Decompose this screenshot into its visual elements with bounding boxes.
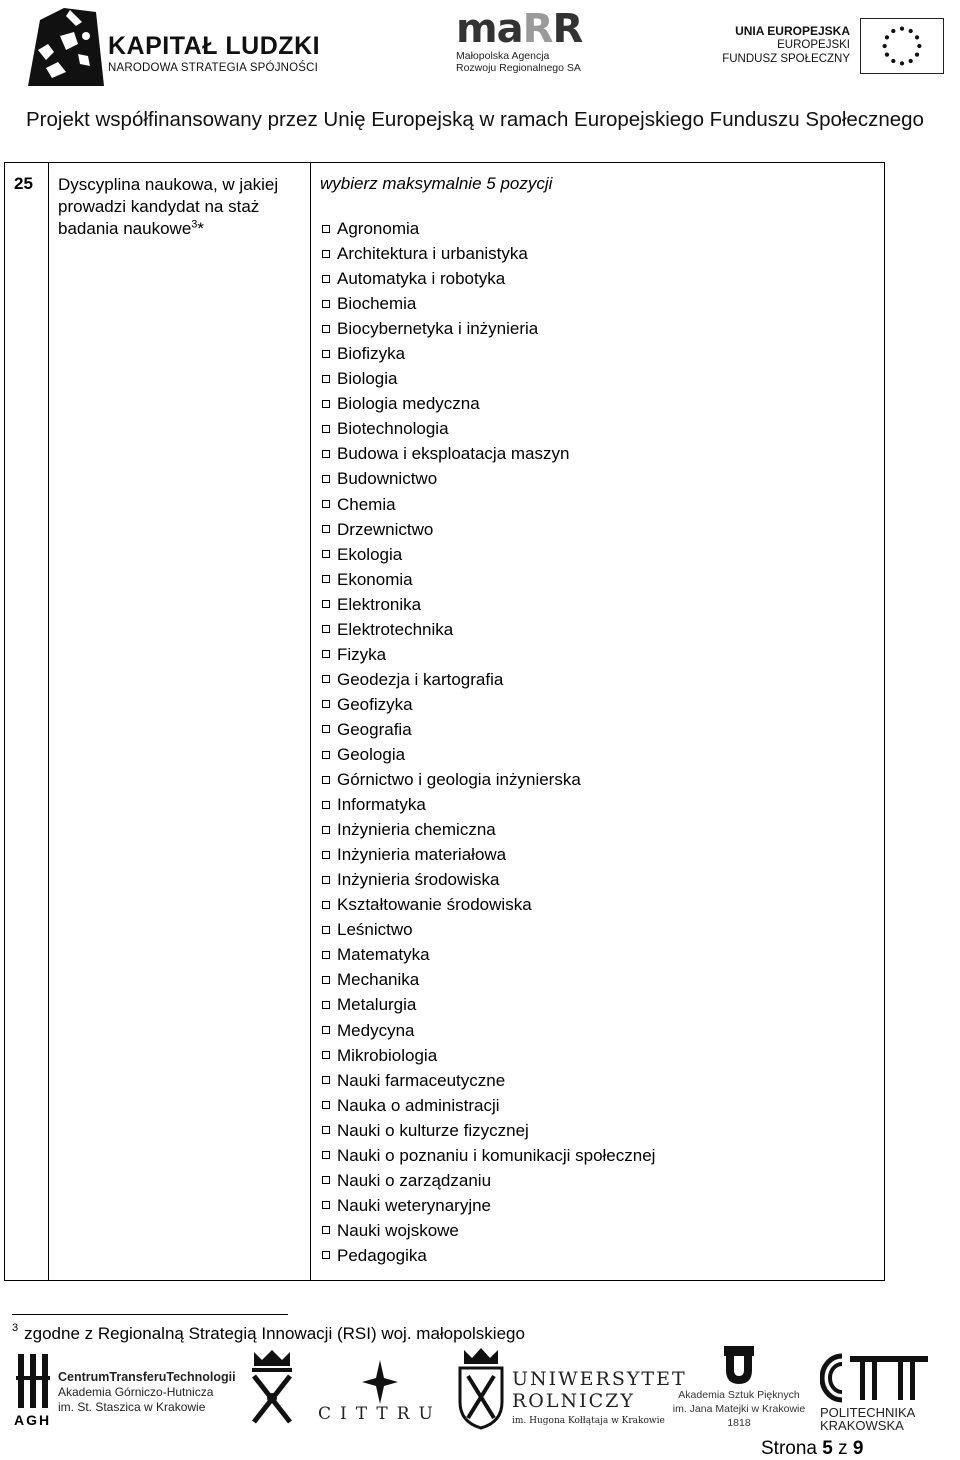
checkbox[interactable]: [322, 250, 330, 258]
discipline-option-label: Nauki wojskowe: [337, 1220, 459, 1240]
kapital-ludzki-emblem-icon: [26, 6, 106, 90]
discipline-option-label: Geodezja i kartografia: [337, 669, 504, 689]
footnote-rule: [12, 1314, 288, 1315]
footnote-ref: 3: [191, 218, 198, 231]
discipline-option-label: Biocybernetyka i inżynieria: [337, 319, 539, 339]
agh-text: [58, 1370, 236, 1415]
row-number: 25: [14, 174, 33, 193]
checkbox[interactable]: [322, 325, 330, 333]
eu-star-icon: [915, 53, 919, 57]
discipline-option[interactable]: [320, 667, 655, 692]
table-divider-1: [48, 162, 49, 1281]
asp-text: [670, 1388, 808, 1430]
discipline-option-label: Nauki o poznaniu i komunikacji społecznej: [337, 1145, 656, 1165]
checkbox[interactable]: [322, 225, 330, 233]
checkbox[interactable]: [322, 450, 330, 458]
checkbox[interactable]: [322, 575, 330, 583]
checkbox[interactable]: [322, 550, 330, 558]
checkbox[interactable]: [322, 1001, 330, 1009]
eu-star-icon: [909, 59, 913, 63]
eu-line2: EUROPEJSKI: [777, 39, 850, 51]
checkbox[interactable]: [322, 500, 330, 508]
discipline-option[interactable]: [320, 1018, 655, 1043]
checkbox[interactable]: [322, 725, 330, 733]
eu-star-icon: [909, 29, 913, 33]
agh-line3: im. St. Staszica w Krakowie: [58, 1400, 206, 1414]
crowned-crest-icon: [248, 1348, 296, 1426]
asp-year: 1818: [727, 1417, 751, 1429]
checkbox[interactable]: [322, 1201, 330, 1209]
checkbox[interactable]: [322, 625, 330, 633]
eu-line3: FUNDUSZ SPOŁECZNY: [722, 53, 850, 65]
discipline-option-label: Inżynieria chemiczna: [337, 820, 496, 840]
checkbox[interactable]: [322, 1226, 330, 1234]
discipline-option[interactable]: [320, 917, 655, 942]
discipline-option-label: Ekologia: [337, 544, 403, 564]
checkbox[interactable]: [322, 1026, 330, 1034]
kapital-ludzki-logo: [26, 6, 321, 90]
discipline-option-label: Drzewnictwo: [337, 519, 434, 539]
asp-line2: im. Jana Matejki w Krakowie: [672, 1403, 806, 1415]
checkbox[interactable]: [322, 976, 330, 984]
cittru-star-icon: [362, 1360, 398, 1404]
eu-logo: [722, 18, 946, 78]
eu-star-icon: [891, 59, 895, 63]
checkbox[interactable]: [322, 801, 330, 809]
question-label: [58, 174, 304, 240]
marr-wordmark-mid: R: [522, 6, 553, 52]
page-number: [761, 1438, 863, 1460]
university-crest-icon: [456, 1346, 506, 1430]
discipline-option-label: Biofizyka: [337, 344, 406, 364]
checkbox[interactable]: [322, 400, 330, 408]
checkbox[interactable]: [322, 375, 330, 383]
discipline-option-label: Biologia: [337, 369, 398, 389]
footnote-text: zgodne z Regionalną Strategią Innowacji (RSI) woj. małopolskiego: [24, 1324, 525, 1343]
discipline-option[interactable]: [320, 792, 655, 817]
discipline-option-label: Chemia: [337, 494, 396, 514]
discipline-option[interactable]: [320, 1068, 655, 1093]
eu-star-icon: [885, 35, 889, 39]
discipline-option[interactable]: [320, 1093, 655, 1118]
checkbox[interactable]: [322, 1126, 330, 1134]
agh-line2: Akademia Górniczo-Hutnicza: [58, 1385, 214, 1399]
selection-instruction: wybierz maksymalnie 5 pozycji: [320, 174, 553, 193]
discipline-option-label: Budowa i eksploatacja maszyn: [337, 444, 570, 464]
marr-logo: [456, 6, 596, 80]
asp-logo: [670, 1346, 808, 1434]
table-border-top: [4, 162, 885, 163]
kapital-ludzki-subtitle: NARODOWA STRATEGIA SPÓJNOŚCI: [108, 62, 319, 74]
page-current: 5: [822, 1438, 833, 1459]
eu-star-icon: [915, 35, 919, 39]
eu-star-icon: [900, 27, 904, 31]
agh-line1: CentrumTransferuTechnologii: [58, 1370, 236, 1384]
discipline-option[interactable]: [320, 291, 655, 316]
discipline-option[interactable]: [320, 642, 655, 667]
checkbox[interactable]: [322, 1076, 330, 1084]
discipline-option[interactable]: [320, 391, 655, 416]
discipline-option[interactable]: [320, 341, 655, 366]
checkbox[interactable]: [322, 650, 330, 658]
table-border-right: [884, 162, 885, 1281]
discipline-option[interactable]: [320, 1118, 655, 1143]
table-divider-2: [310, 162, 311, 1281]
footnote-marker: 3: [12, 1322, 19, 1334]
discipline-options: [320, 216, 655, 1268]
eu-flag-icon: [860, 18, 944, 74]
discipline-option-label: Leśnictwo: [337, 920, 413, 940]
discipline-option[interactable]: [320, 441, 655, 466]
discipline-option-label: Geologia: [337, 745, 406, 764]
discipline-option[interactable]: [320, 992, 655, 1017]
discipline-option[interactable]: [320, 867, 655, 892]
asp-line1: Akademia Sztuk Pięknych: [678, 1389, 800, 1401]
discipline-option[interactable]: [320, 416, 655, 441]
checkbox[interactable]: [322, 525, 330, 533]
discipline-option-label: Geofizyka: [337, 694, 413, 714]
discipline-option-label: Nauki weterynaryjne: [337, 1195, 492, 1215]
required-marker: *: [197, 219, 205, 238]
discipline-option-label: Biologia medyczna: [337, 394, 480, 414]
discipline-option-label: Górnictwo i geologia inżynierska: [337, 770, 581, 790]
cittru-logo: [318, 1360, 440, 1426]
discipline-option[interactable]: [320, 842, 655, 867]
discipline-option[interactable]: [320, 1193, 655, 1218]
agh-ctt-logo: [14, 1352, 234, 1432]
checkbox[interactable]: [322, 1101, 330, 1109]
checkbox[interactable]: [322, 1176, 330, 1184]
discipline-option-label: Automatyka i robotyka: [337, 269, 506, 289]
discipline-option[interactable]: [320, 266, 655, 291]
page-total: 9: [852, 1438, 864, 1459]
eu-star-icon: [900, 61, 904, 65]
table-border-left: [4, 162, 5, 1281]
eu-text: [722, 24, 850, 66]
ur-logo-text: [512, 1368, 687, 1426]
discipline-option-label: Geografia: [337, 719, 412, 739]
cofinancing-statement: Projekt współfinansowany przez Unię Europejską w ramach Europejskiego Funduszu Społecznego: [26, 108, 924, 131]
checkbox[interactable]: [322, 1051, 330, 1059]
pk-text: [820, 1406, 915, 1432]
discipline-option[interactable]: [320, 466, 655, 491]
discipline-option[interactable]: [320, 1043, 655, 1068]
discipline-option[interactable]: [320, 316, 655, 341]
discipline-option[interactable]: [320, 892, 655, 917]
discipline-option[interactable]: [320, 742, 655, 767]
discipline-option-label: Mikrobiologia: [337, 1045, 438, 1065]
discipline-option-label: Metalurgia: [337, 995, 417, 1015]
discipline-option[interactable]: [320, 942, 655, 967]
checkbox[interactable]: [322, 901, 330, 909]
question-label-text: Dyscyplina naukowa, w jakiej prowadzi kandydat na staż badania naukowe: [58, 175, 279, 238]
discipline-option-label: Inżynieria środowiska: [337, 870, 500, 890]
discipline-option-label: Fizyka: [337, 644, 387, 664]
marr-wordmark-start: ma: [456, 6, 523, 52]
discipline-option[interactable]: [320, 617, 655, 642]
discipline-option-label: Budownictwo: [337, 469, 438, 489]
table-border-bottom: [4, 1280, 885, 1281]
discipline-option-label: Biochemia: [337, 294, 417, 314]
checkbox[interactable]: [322, 300, 330, 308]
discipline-option-label: Matematyka: [337, 945, 430, 965]
ur-line3: im. Hugona Kołłątaja w Krakowie: [512, 1416, 665, 1426]
discipline-option[interactable]: [320, 592, 655, 617]
checkbox[interactable]: [322, 926, 330, 934]
discipline-option[interactable]: [320, 241, 655, 266]
politechnika-krakowska-logo: [818, 1352, 938, 1433]
ur-line1: UNIWERSYTET: [512, 1368, 687, 1390]
discipline-option-label: Agronomia: [337, 219, 420, 239]
discipline-option-label: Nauki o kulturze fizycznej: [337, 1120, 529, 1140]
marr-wordmark-end: R: [552, 6, 583, 52]
discipline-option-label: Biotechnologia: [337, 419, 449, 439]
discipline-option-label: Nauki o zarządzaniu: [337, 1170, 492, 1190]
footnote: [12, 1322, 525, 1344]
discipline-option[interactable]: [320, 567, 655, 592]
discipline-option[interactable]: [320, 517, 655, 542]
checkbox[interactable]: [322, 1151, 330, 1159]
discipline-option-label: Inżynieria materiałowa: [337, 845, 507, 865]
discipline-option[interactable]: [320, 1168, 655, 1193]
checkbox[interactable]: [322, 876, 330, 884]
checkbox[interactable]: [322, 675, 330, 683]
checkbox[interactable]: [322, 776, 330, 784]
discipline-option[interactable]: [320, 967, 655, 992]
discipline-option-label: Informatyka: [337, 795, 426, 815]
discipline-option[interactable]: [320, 767, 655, 792]
discipline-option-label: Ekonomia: [337, 569, 413, 589]
checkbox[interactable]: [322, 700, 330, 708]
discipline-option-label: Elektrotechnika: [337, 619, 454, 639]
discipline-option-label: Mechanika: [337, 970, 420, 990]
checkbox[interactable]: [322, 1251, 330, 1259]
discipline-option-label: Nauka o administracji: [337, 1095, 500, 1115]
checkbox[interactable]: [322, 475, 330, 483]
checkbox[interactable]: [322, 425, 330, 433]
marr-line2: Rozwoju Regionalnego SA: [456, 62, 581, 74]
asp-emblem-icon: [722, 1346, 756, 1386]
checkbox[interactable]: [322, 275, 330, 283]
discipline-option-label: Nauki farmaceutyczne: [337, 1070, 506, 1090]
checkbox[interactable]: [322, 600, 330, 608]
marr-wordmark: [456, 6, 582, 52]
marr-line1: Małopolska Agencja: [456, 50, 550, 62]
discipline-option[interactable]: [320, 1243, 655, 1268]
checkbox[interactable]: [322, 826, 330, 834]
marr-subtitle: [456, 50, 581, 74]
pk-emblem-icon: [820, 1352, 932, 1404]
checkbox[interactable]: [322, 851, 330, 859]
agh-letters: AGH: [14, 1412, 52, 1428]
kapital-ludzki-title: KAPITAŁ LUDZKI: [108, 32, 321, 60]
eu-star-icon: [917, 44, 921, 48]
discipline-option-label: Kształtowanie środowiska: [337, 895, 532, 915]
discipline-option[interactable]: [320, 692, 655, 717]
page-prefix: Strona: [761, 1438, 823, 1459]
page-sep: z: [832, 1438, 853, 1459]
cittru-wordmark: CITTRU: [318, 1404, 442, 1424]
discipline-option[interactable]: [320, 492, 655, 517]
discipline-option-label: Elektronika: [337, 594, 422, 614]
discipline-option[interactable]: [320, 542, 655, 567]
pk-line1: POLITECHNIKA: [820, 1405, 916, 1420]
checkbox[interactable]: [322, 350, 330, 358]
eu-star-icon: [885, 53, 889, 57]
pk-line2: KRAKOWSKA: [820, 1418, 904, 1433]
discipline-option-label: Medycyna: [337, 1020, 415, 1040]
eu-star-icon: [891, 29, 895, 33]
eu-star-icon: [883, 44, 887, 48]
discipline-option[interactable]: [320, 717, 655, 742]
discipline-option[interactable]: [320, 1218, 655, 1243]
checkbox[interactable]: [322, 751, 330, 759]
ur-line2: ROLNICZY: [512, 1390, 635, 1412]
discipline-option-label: Pedagogika: [337, 1245, 427, 1265]
discipline-option[interactable]: [320, 366, 655, 391]
discipline-option[interactable]: [320, 1143, 655, 1168]
discipline-option-label: Architektura i urbanistyka: [337, 244, 528, 264]
eu-line1: UNIA EUROPEJSKA: [735, 24, 850, 38]
checkbox[interactable]: [322, 951, 330, 959]
discipline-option[interactable]: [320, 216, 655, 241]
discipline-option[interactable]: [320, 817, 655, 842]
